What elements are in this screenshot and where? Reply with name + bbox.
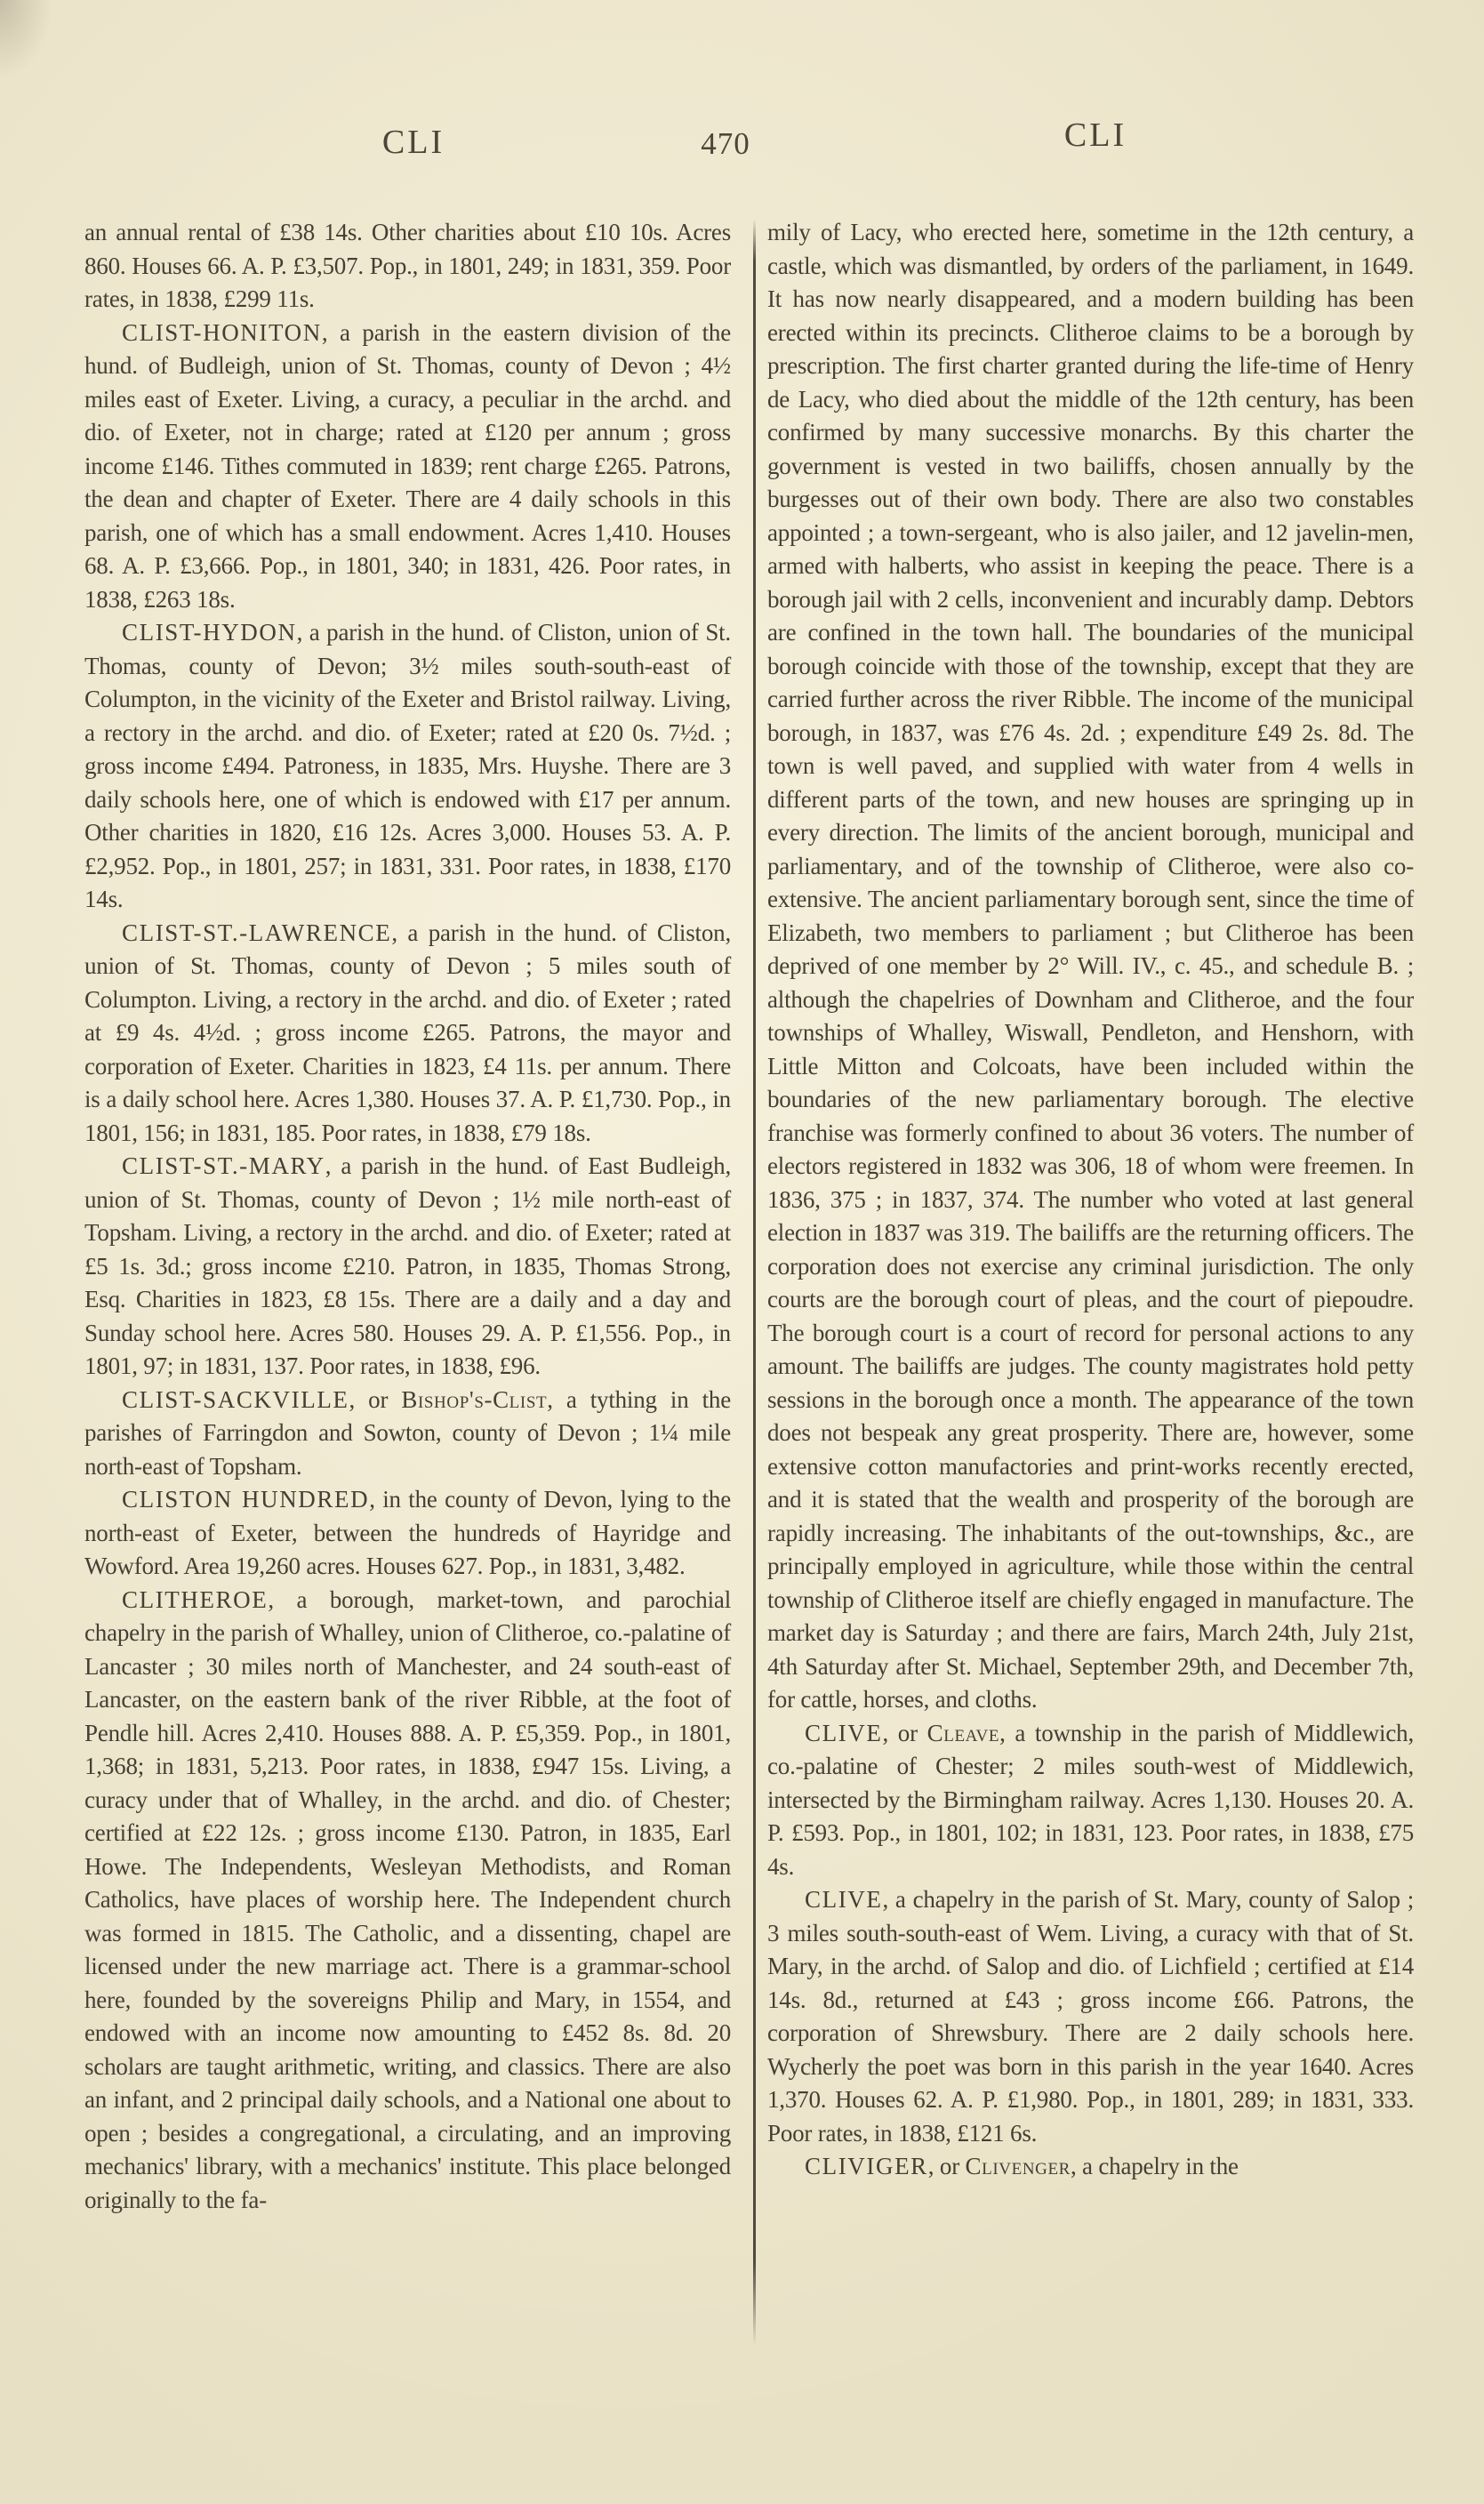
entry-paragraph: [767, 216, 1414, 1717]
entry-headword: CLIVIGER: [805, 2153, 928, 2179]
entry-headword: CLIST-ST.-LAWRENCE: [122, 919, 392, 946]
entry-text: , a tything in the parishes of Farringdon and Sowton, county of Devon ; 1¼ mile north-east of Topsham.: [84, 1385, 731, 1480]
entry-paragraph: [84, 216, 731, 317]
scan-corner-shadow: [0, 0, 53, 80]
entry-text: , a parish in the hund. of Cliston, union of St. Thomas, county of Devon ; 5 miles south of Columpton. Living, a rectory in the archd. and dio. of Exeter ; rated at £9 4s. 4½d. ; gross income £265. Patrons, the mayor and corporation of Exeter. Charities in 1823, £4 11s. per annum. There is a daily school here. Acres 1,380. Houses 37. A. P. £1,730. Pop., in 1801, 156; in 1831, 185. Poor rates, in 1838, £79 18s.: [84, 919, 731, 1146]
entry-text: , a parish in the hund. of East Budleigh, union of St. Thomas, county of Devon ; 1½ mile north-east of Topsham. Living, a rectory in the archd. and dio. of Exeter; rated at £5 1s. 3d.; gross income £210. Patron, in 1835, Thomas Strong, Esq. Charities in 1823, £8 15s. There are a daily and a day and Sunday school here. Acres 580. Houses 29. A. P. £1,556. Pop., in 1801, 97; in 1831, 137. Poor rates, in 1838, £96.: [84, 1152, 731, 1379]
entry-paragraph: [767, 2150, 1414, 2184]
entry-text: Bishop's-Clist: [401, 1385, 548, 1413]
entry-text: , a chapelry in the parish of St. Mary, county of Salop ; 3 miles south-south-east of Wem. Living, a curacy with that of St. Mary, in the archd. of Salop and dio. of Lichfield ; certified at £14 14s. 8d., returned at £43 ; gross income £66. Patrons, the corporation of Shrewsbury. There are 2 daily schools here. Wycherly the poet was born in this parish in the year 1640. Acres 1,370. Houses 62. A. P. £1,980. Pop., in 1801, 289; in 1831, 333. Poor rates, in 1838, £121 6s.: [767, 1886, 1414, 2147]
running-title-left: CLI: [381, 124, 445, 161]
entry-text: , in the county of Devon, lying to the north-east of Exeter, between the hundreds of Hayridge and Wowford. Area 19,260 acres. Houses 627. Pop., in 1831, 3,482.: [84, 1486, 731, 1579]
entry-text: mily of Lacy, who erected here, sometime in the 12th century, a castle, which was dismantled, by orders of the parliament, in 1649. It has now nearly disappeared, and a modern building has been erected within its precincts. Clitheroe claims to be a borough by prescription. The first charter granted during the life-time of Henry de Lacy, who died about the middle of the 12th century, has been confirmed by many successive monarchs. By this charter the government is vested in two bailiffs, chosen annually by the burgesses out of their own body. There are also two constables appointed ; a town-sergeant, who is also jailer, and 12 javelin-men, armed with halberts, who assist in keeping the peace. There is a borough jail with 2 cells, inconvenient and incurably damp. Debtors are confined in the town hall. The boundaries of the municipal borough coincide with those of the township, except that they are carried further across the river Ribble. The income of the municipal borough, in 1837, was £76 4s. 2d. ; expenditure £49 2s. 8d. The town is well paved, and supplied with water from 4 wells in different parts of the town, and new houses are springing up in every direction. The limits of the ancient borough, municipal and parliamentary, and of the township of Clitheroe, were also co-extensive. The ancient parliamentary borough sent, since the time of Elizabeth, two members to parliament ; but Clitheroe has been deprived of one member by 2° Will. IV., c. 45., and schedule B. ; although the chapelries of Downham and Clitheroe, and the four townships of Whalley, Wiswall, Pendleton, and Henshorn, with Little Mitton and Colcoats, have been included within the boundaries of the new parliamentary borough. The elective franchise was formerly confined to about 36 voters. The number of electors registered in 1832 was 306, 18 of whom were freemen. In 1836, 375 ; in 1837, 374. The number who voted at last general election in 1837 was 319. The bailiffs are the returning officers. The corporation does not exercise any criminal jurisdiction. The only courts are the borough court of pleas, and the court of piepoudre. The borough court is a court of record for personal actions to any amount. The bailiffs are judges. The county magistrates hold petty sessions in the borough once a month. The appearance of the town does not bespeak any great prosperity. There are, however, some extensive cotton manufactories and print-works recently erected, and it is stated that the wealth and prosperity of the borough are rapidly increasing. The inhabitants of the out-townships, &c., are principally employed in agriculture, while those within the central township of Clitheroe itself are chiefly engaged in manufacture. The market day is Saturday ; and there are fairs, March 24th, July 21st, 4th Saturday after St. Michael, September 29th, and December 7th, for cattle, horses, and cloths.: [767, 219, 1414, 1713]
entry-paragraph: [767, 1717, 1414, 1884]
entry-text: , a parish in the hund. of Cliston, union of St. Thomas, county of Devon; 3½ miles south-south-east of Columpton, in the vicinity of the Exeter and Bristol railway. Living, a rectory in the archd. and dio. of Exeter; rated at £20 0s. 7½d. ; gross income £494. Patroness, in 1835, Mrs. Huyshe. There are 3 daily schools here, one of which is endowed with £17 per annum. Other charities in 1820, £16 12s. Acres 3,000. Houses 53. A. P. £2,952. Pop., in 1801, 257; in 1831, 331. Poor rates, in 1838, £170 14s.: [84, 619, 731, 912]
entry-headword: CLIVE: [805, 1719, 883, 1746]
entry-text: , a township in the parish of Middlewich, co.-palatine of Chester; 2 miles south-west of Middlewich, intersected by the Birmingham railway. Acres 1,130. Houses 20. A. P. £593. Pop., in 1801, 102; in 1831, 123. Poor rates, in 1838, £75 4s.: [767, 1719, 1414, 1880]
page-number: 470: [701, 126, 750, 161]
entry-paragraph: [84, 1483, 731, 1584]
running-title-right: CLI: [1063, 116, 1127, 154]
page-header: [0, 116, 1484, 169]
entry-paragraph: [84, 317, 731, 617]
entry-text: an annual rental of £38 14s. Other charities about £10 10s. Acres 860. Houses 66. A. P. £3,507. Pop., in 1801, 249; in 1831, 359. Poor rates, in 1838, £299 11s.: [84, 219, 731, 312]
entry-headword: CLIST-SACKVILLE: [122, 1385, 349, 1413]
entry-text: , a borough, market-town, and parochial chapelry in the parish of Whalley, union of Clitheroe, co.-palatine of Lancaster ; 30 miles north of Manchester, and 24 south-east of Lancaster, on the eastern bank of the river Ribble, at the foot of Pendle hill. Acres 2,410. Houses 888. A. P. £5,359. Pop., in 1801, 1,368; in 1831, 5,213. Poor rates, in 1838, £947 15s. Living, a curacy under that of Whalley, in the archd. and dio. of Chester; certified at £22 12s. ; gross income £130. Patron, in 1835, Earl Howe. The Independents, Wesleyan Methodists, and Roman Catholics, have places of worship here. The Independent church was formed in 1815. The Catholic, and a dissenting, chapel are licensed under the new marriage act. There is a grammar-school here, founded by the sovereigns Philip and Mary, in 1554, and endowed with an income now amounting to £452 8s. 8d. 20 scholars are taught arithmetic, writing, and classics. There are also an infant, and 2 principal daily schools, and a National one about to open ; besides a congregational, a circulating, and an improving mechanics' library, with a mechanics' institute. This place belonged originally to the fa-: [84, 1585, 731, 2213]
left-column: [84, 216, 731, 2217]
entry-headword: CLISTON HUNDRED: [122, 1486, 370, 1513]
entry-headword: CLIVE: [805, 1886, 883, 1913]
entry-headword: CLIST-HONITON: [122, 318, 322, 346]
entry-paragraph: [84, 1384, 731, 1484]
entry-text: , a chapelry in the: [1070, 2153, 1239, 2179]
entry-paragraph: [767, 1883, 1414, 2150]
entry-paragraph: [84, 616, 731, 917]
entry-headword: CLIST-ST.-MARY: [122, 1152, 325, 1179]
entry-headword: CLITHEROE: [122, 1585, 269, 1613]
entry-headword: CLIST-HYDON: [122, 619, 297, 646]
entry-text: , a parish in the eastern division of the hund. of Budleigh, union of St. Thomas, county of Devon ; 4½ miles east of Exeter. Living, a curacy, a peculiar in the archd. and dio. of Exeter, not in charge; rated at £120 per annum ; gross income £146. Tithes commuted in 1839; rent charge £265. Patrons, the dean and chapter of Exeter. There are 4 daily schools in this parish, one of which has a small endowment. Acres 1,410. Houses 68. A. P. £3,666. Pop., in 1801, 340; in 1831, 426. Poor rates, in 1838, £263 18s.: [84, 318, 731, 613]
entry-text: , or: [882, 1719, 927, 1746]
entry-paragraph: [84, 1584, 731, 2218]
right-column: [767, 216, 1414, 2184]
column-divider-rule: [753, 219, 756, 2346]
entry-paragraph: [84, 917, 731, 1151]
entry-text: , or: [927, 2153, 966, 2179]
entry-paragraph: [84, 1150, 731, 1384]
entry-text: Clivenger: [965, 2153, 1071, 2179]
entry-text: , or: [349, 1385, 402, 1413]
entry-text: Cleave: [926, 1719, 1000, 1746]
